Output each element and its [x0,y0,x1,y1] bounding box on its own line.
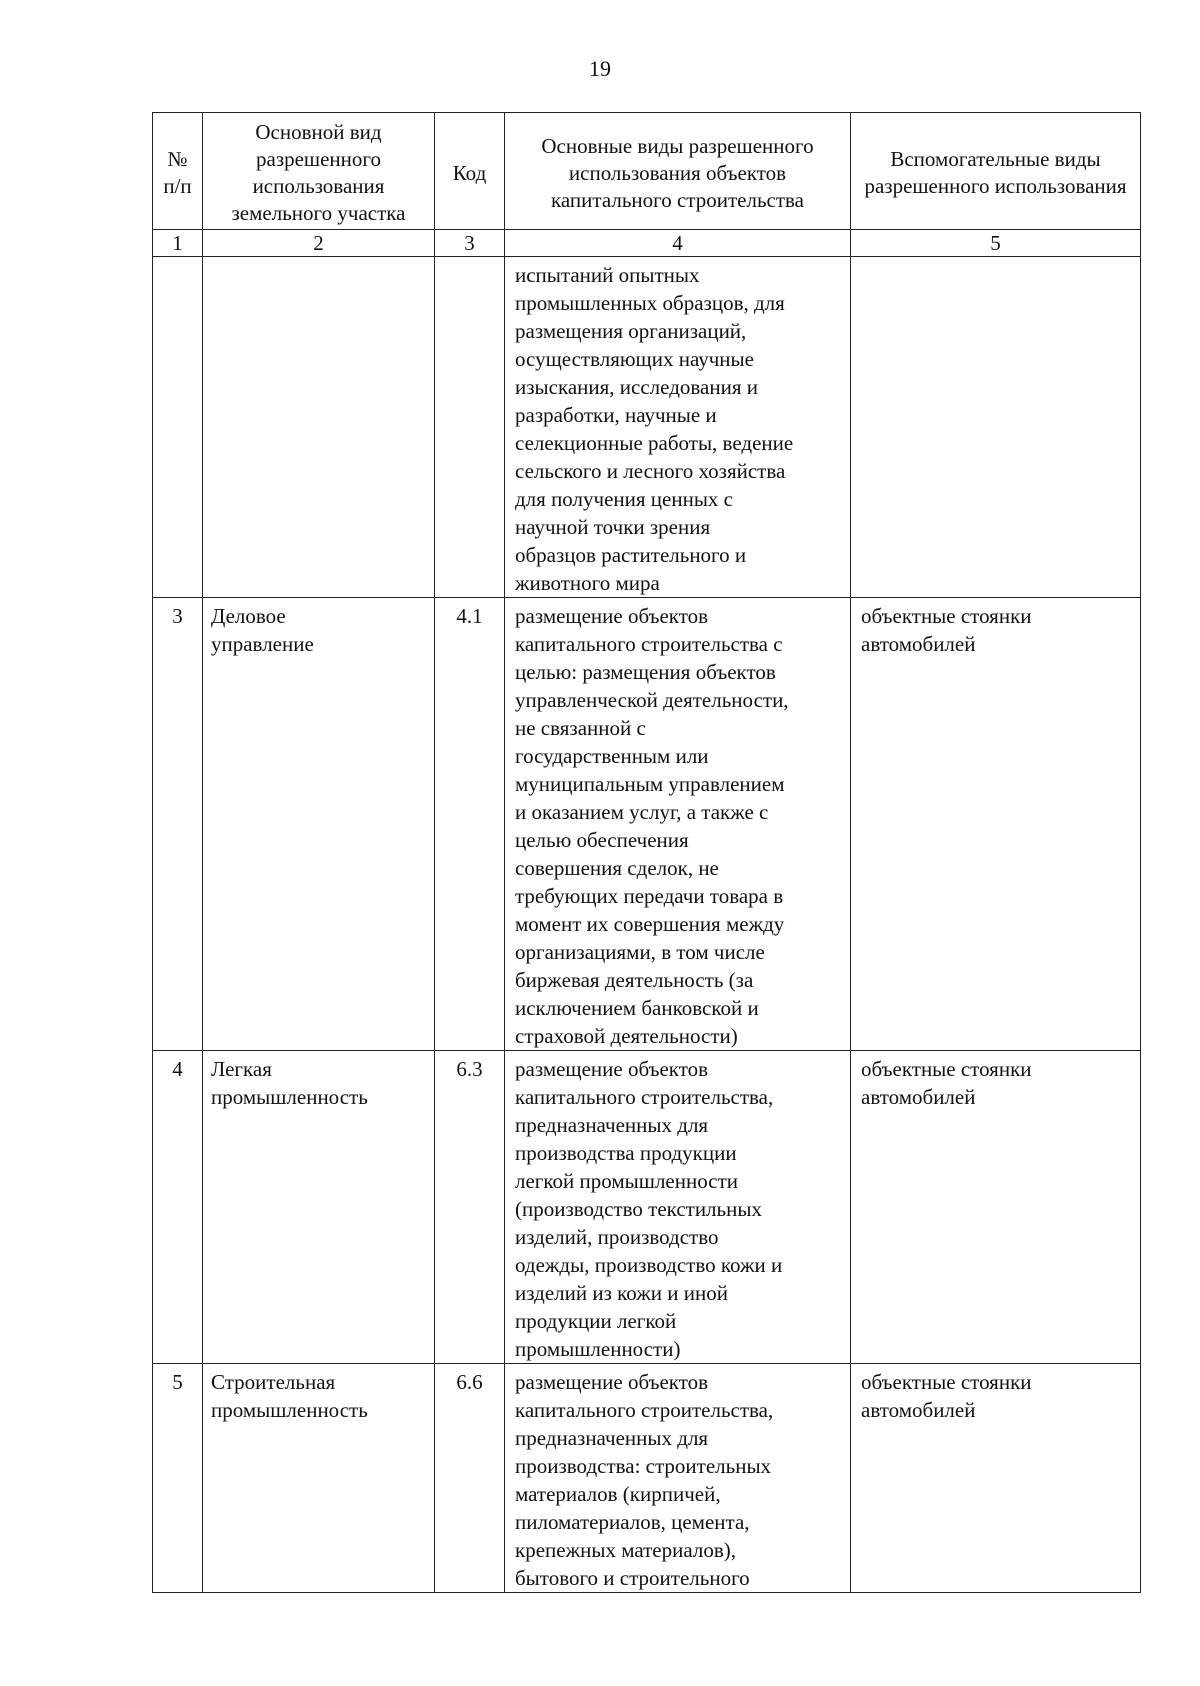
use-description: размещение объектов капитального строительства с целью: размещения объектов управленческой деятельности, не связанной с государственным или муниципальным управлением и оказанием услуг, а также с целью обеспечения совершения сделок, не требующих передачи товара в момент их совершения между организациями, в том числе биржевая деятельность (за исключением банковской и страховой деятельности) [505,598,851,1051]
use-description: испытаний опытных промышленных образцов, для размещения организаций, осуществляющих научные изыскания, исследования и разработки, научные и селекционные работы, ведение сельского и лесного хозяйства для получения ценных с научной точки зрения образцов растительного и животного мира [505,257,851,598]
column-numbers-row [153,230,1141,257]
use-description: размещение объектов капитального строительства, предназначенных для производства: строительных материалов (кирпичей, пиломатериалов, цемента, крепежных материалов), бытового и строительного [505,1364,851,1593]
use-code: 6.6 [435,1364,505,1593]
use-code: 4.1 [435,598,505,1051]
use-description: размещение объектов капитального строительства, предназначенных для производства продукции легкой промышленности (производство текстильных изделий, производство одежды, производство кожи и изделий из кожи и иной продукции легкой промышленности) [505,1051,851,1364]
use-code: 6.3 [435,1051,505,1364]
main-use: Легкая промышленность [203,1051,435,1364]
main-use [203,257,435,598]
header-row [153,113,1141,230]
column-number: 4 [505,230,851,257]
main-use: Деловое управление [203,598,435,1051]
header-num: № п/п [153,113,203,230]
aux-use: объектные стоянки автомобилей [851,598,1141,1051]
row-number: 3 [153,598,203,1051]
column-number: 1 [153,230,203,257]
table-row [153,257,1141,598]
use-code [435,257,505,598]
table-row [153,598,1141,1051]
header-main-use: Основной вид разрешенного использования земельного участка [203,113,435,230]
aux-use: объектные стоянки автомобилей [851,1051,1141,1364]
main-use: Строительная промышленность [203,1364,435,1593]
aux-use [851,257,1141,598]
row-number: 5 [153,1364,203,1593]
column-number: 2 [203,230,435,257]
table-row [153,1364,1141,1593]
aux-use: объектные стоянки автомобилей [851,1364,1141,1593]
column-number: 5 [851,230,1141,257]
row-number: 4 [153,1051,203,1364]
header-aux-use: Вспомогательные виды разрешенного использования [851,113,1141,230]
table-row [153,1051,1141,1364]
header-code: Код [435,113,505,230]
row-number [153,257,203,598]
column-number: 3 [435,230,505,257]
page-number: 19 [589,56,611,81]
header-main-capital-use: Основные виды разрешенного использования объектов капитального строительства [505,113,851,230]
land-use-table [152,112,1141,1593]
